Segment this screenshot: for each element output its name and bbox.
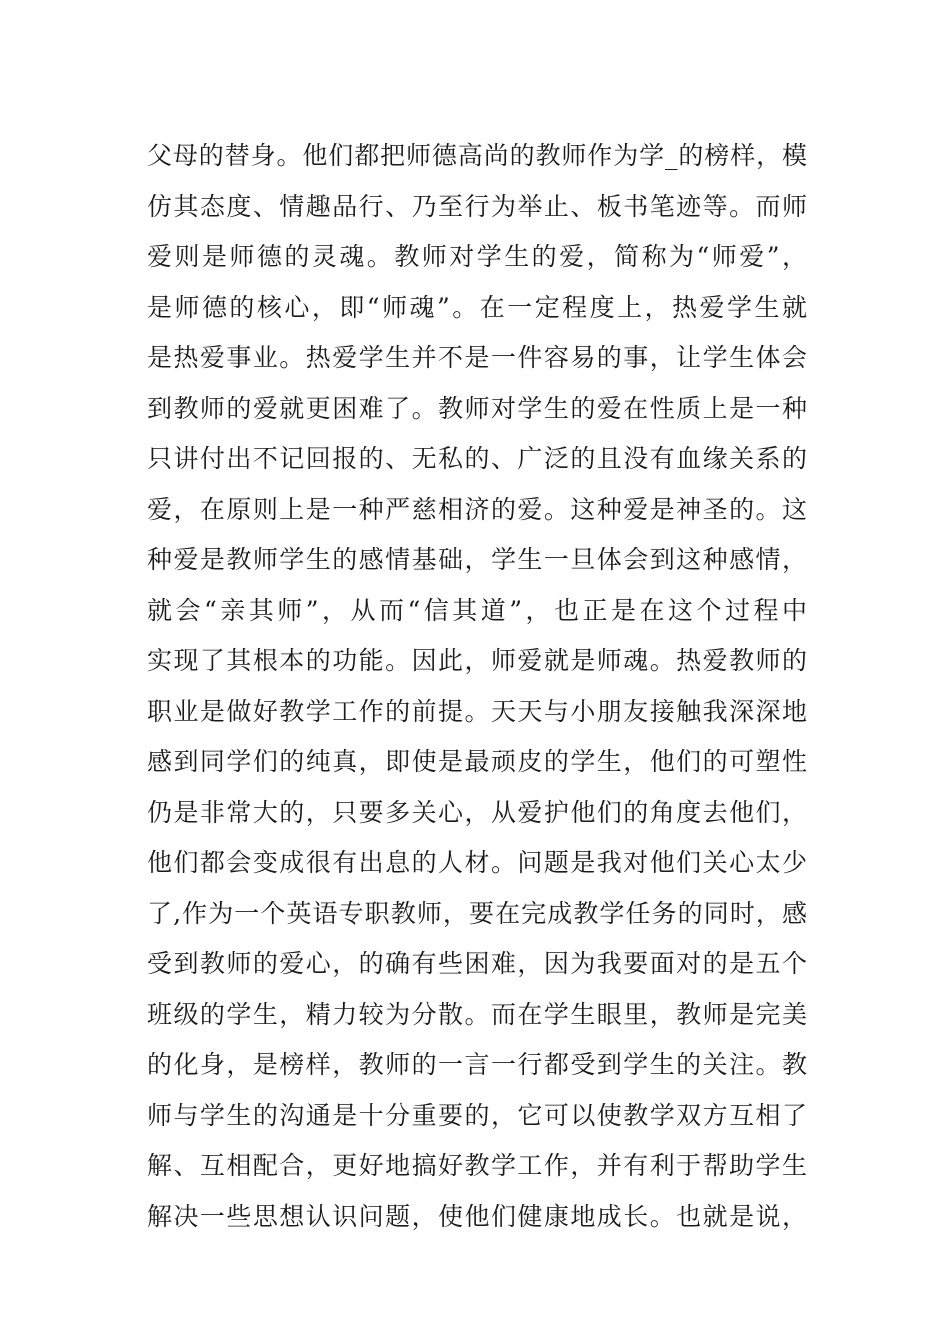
text-line: 只讲付出不记回报的、无私的、广泛的且没有血缘关系的 xyxy=(147,444,807,473)
body-paragraph xyxy=(147,131,807,1242)
text-line: 是师德的核心，即“师魂”。在一定程度上，热爱学生就 xyxy=(147,292,807,322)
text-line: 的化身，是榜样，教师的一言一行都受到学生的关注。教 xyxy=(147,1050,807,1079)
text-line: 爱，在原则上是一种严慈相济的爱。这种爱是神圣的。这 xyxy=(147,494,807,524)
text-line: 了,作为一个英语专职教师，要在完成教学任务的同时，感 xyxy=(147,898,807,928)
text-line: 到教师的爱就更困难了。教师对学生的爱在性质上是一种 xyxy=(147,393,807,423)
text-line: 受到教师的爱心，的确有些困难，因为我要面对的是五个 xyxy=(147,949,807,978)
text-line: 解、互相配合，更好地搞好教学工作，并有利于帮助学生 xyxy=(147,1151,807,1180)
text-line: 师与学生的沟通是十分重要的，它可以使教学双方互相了 xyxy=(147,1100,807,1130)
text-line: 父母的替身。他们都把师德高尚的教师作为学_的榜样，模 xyxy=(147,141,807,170)
text-line: 就会“亲其师”，从而“信其道”，也正是在这个过程中 xyxy=(147,595,807,625)
text-line: 他们都会变成很有出息的人材。问题是我对他们关心太少 xyxy=(147,848,807,877)
text-line: 班级的学生，精力较为分散。而在学生眼里，教师是完美 xyxy=(147,999,807,1029)
text-line: 解决一些思想认识问题，使他们健康地成长。也就是说， xyxy=(147,1201,807,1231)
text-line: 是热爱事业。热爱学生并不是一件容易的事，让学生体会 xyxy=(147,343,807,372)
text-line: 种爱是教师学生的感情基础，学生一旦体会到这种感情， xyxy=(147,545,807,574)
text-line: 仍是非常大的，只要多关心，从爱护他们的角度去他们， xyxy=(147,797,807,827)
text-line: 感到同学们的纯真，即使是最顽皮的学生，他们的可塑性 xyxy=(147,747,807,776)
text-line: 职业是做好教学工作的前提。天天与小朋友接触我深深地 xyxy=(147,696,807,726)
text-line: 仿其态度、情趣品行、乃至行为举止、板书笔迹等。而师 xyxy=(147,191,807,221)
text-line: 实现了其根本的功能。因此，师爱就是师魂。热爱教师的 xyxy=(147,646,807,675)
text-line: 爱则是师德的灵魂。教师对学生的爱，简称为“师爱”， xyxy=(147,242,807,271)
